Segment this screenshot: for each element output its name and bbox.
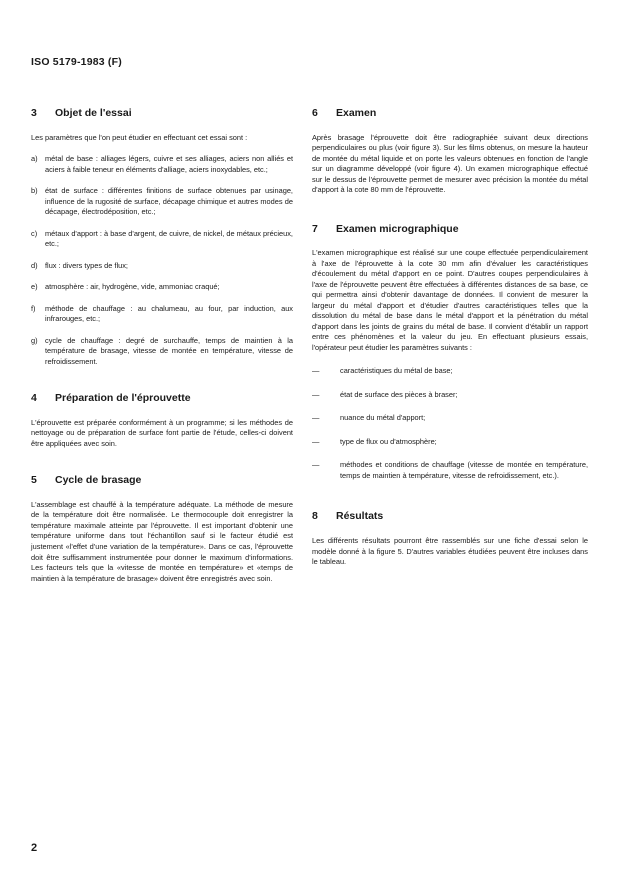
section-5-heading: Cycle de brasage: [55, 474, 142, 487]
section-6-body: Après brasage l'éprouvette doit être radiographiée suivant deux directions perpendiculaires ou plus (voir figure 3). Sur les films obtenus, on mesure la hauteur de montée du métal liquide et on porte les valeurs obtenues en fonction de l'angle sur un diagramme développé (voir figure 4). Un examen micrographique effectué sur le dessus de l'éprouvette permet de mesurer avec précision la montée du métal d'apport à la cote 80 mm de l'éprouvette.: [312, 132, 588, 195]
list-item-text: nuance du métal d'apport;: [340, 413, 426, 423]
section-5-title: [31, 475, 293, 487]
section-8-title: [312, 511, 588, 523]
section-7-heading: Examen micrographique: [336, 222, 459, 235]
list-item-label: d): [31, 260, 38, 270]
section-3-number: 3: [31, 107, 37, 119]
list-item-label: f): [31, 303, 36, 313]
section-4-heading: Préparation de l'éprouvette: [55, 392, 191, 405]
list-item: [31, 282, 293, 293]
list-item-text: méthode de chauffage : au chalumeau, au four, par induction, aux infrarouges, etc.;: [45, 303, 293, 324]
list-item: [312, 366, 588, 377]
list-item: [31, 186, 293, 218]
list-item-dash: —: [312, 413, 320, 423]
section-6-number: 6: [312, 107, 318, 119]
section-3-title: [31, 108, 293, 120]
section-3-intro: Les paramètres que l'on peut étudier en effectuant cet essai sont :: [31, 132, 248, 142]
list-item-text: flux : divers types de flux;: [45, 260, 128, 270]
section-5-number: 5: [31, 474, 37, 487]
list-item-label: c): [31, 228, 38, 238]
section-6-title: [312, 108, 588, 120]
list-item-text: métal de base : alliages légers, cuivre et ses alliages, aciers non alliés et aciers à faible teneur en éléments d'alliage, aciers inoxydables, etc.;: [45, 154, 293, 174]
list-item: [31, 336, 293, 368]
list-item-label: a): [31, 154, 38, 164]
section-3-heading: Objet de l'essai: [55, 107, 132, 119]
section-4-number: 4: [31, 392, 37, 405]
list-item: [312, 437, 588, 448]
page-number: 2: [31, 842, 38, 854]
list-item-text: état de surface des pièces à braser;: [340, 389, 458, 399]
section-7: [312, 224, 588, 482]
list-item-dash: —: [312, 389, 320, 399]
section-8-number: 8: [312, 510, 318, 523]
section-4: [31, 393, 293, 449]
list-item: [312, 460, 588, 481]
list-item-text: type de flux ou d'atmosphère;: [340, 436, 437, 446]
section-5-body: L'assemblage est chauffé à la température adéquate. La méthode de mesure de la température doit être normalisée. Le thermocouple doit enregistrer la température maximale atteinte par l'éprouvette. Il est important d'obtenir une température uniforme dans tout l'échantillon sauf si le facteur étudié est justement «l'effet d'une variation de la température». Dans ce cas, l'éprouvette doit être suffisamment instrumentée pour donner le maximum d'informations. Les facteurs tels que la «vitesse de montée en température» et «temps de maintien à la température de brasage» doivent être enregistrés avec soin.: [31, 499, 293, 583]
list-item: [312, 390, 588, 401]
list-item-dash: —: [312, 436, 320, 446]
list-item: [31, 304, 293, 325]
section-6: [312, 108, 588, 196]
list-item-text: atmosphère : air, hydrogène, vide, ammoniac craqué;: [45, 282, 220, 292]
list-item: [31, 261, 293, 272]
left-column: [31, 108, 293, 584]
section-5: [31, 475, 293, 584]
list-item-label: b): [31, 186, 38, 196]
list-item-label: e): [31, 282, 38, 292]
list-item-dash: —: [312, 460, 320, 470]
list-item-text: cycle de chauffage : degré de surchauffe, temps de maintien à la température de brasage, vitesse de montée en température, vitesse de refroidissement.: [45, 335, 293, 366]
section-8-heading: Résultats: [336, 510, 384, 523]
list-item-text: état de surface : différentes finitions de surface obtenues par usinage, influence de la rugosité de surface, décapage chimique et autres modes de décapage, électrodéposition, etc.;: [45, 186, 293, 217]
right-column: [312, 108, 588, 568]
list-item-text: méthodes et conditions de chauffage (vitesse de montée en température, temps de maintien à température, vitesse de refroidissement, etc.).: [340, 460, 588, 480]
list-item-text: caractéristiques du métal de base;: [340, 366, 453, 376]
list-item: [312, 413, 588, 424]
list-item: [31, 154, 293, 175]
section-7-number: 7: [312, 222, 318, 235]
section-7-body: L'examen micrographique est réalisé sur une coupe effectuée perpendiculairement à l'axe de l'éprouvette à la cote 30 mm afin d'évaluer les caractéristiques d'écoulement du métal d'apport en ce point. D'autres coupes perpendiculaires à l'axe de l'éprouvette peuvent être effectuées à différentes distances de sa base, ce qui permettra ainsi d'obtenir davantage de données. Il convient de mesurer la largeur du métal d'apport et d'étudier d'autres caractéristiques telles que la dissolution du métal de base dans le métal d'apport et la pénétration du métal d'apport dans les joints de grains du métal de base. Il convient d'établir un rapport entre ces phénomènes et la valeur du jeu. En effectuant plusieurs essais, l'opérateur peut étudier les paramètres suivants :: [312, 248, 588, 352]
document-header: ISO 5179-1983 (F): [31, 56, 122, 68]
list-item-text: métaux d'apport : à base d'argent, de cuivre, de nickel, de métaux précieux, etc.;: [45, 228, 293, 249]
list-item-label: g): [31, 335, 38, 345]
section-7-title: [312, 224, 588, 236]
section-4-body: L'éprouvette est préparée conformément à un programme; si les méthodes de nettoyage ou de préparation de surface font partie de l'étude, celles-ci doivent être appliquées avec soin.: [31, 417, 293, 448]
list-item-dash: —: [312, 366, 320, 376]
section-3: [31, 108, 293, 367]
section-8: [312, 511, 588, 567]
list-item: [31, 229, 293, 250]
section-8-body: Les différents résultats pourront être rassemblés sur une fiche d'essai selon le modèle donné à la figure 5. D'autres variables étudiées peuvent être incluses dans le tableau.: [312, 535, 588, 567]
section-4-title: [31, 393, 293, 405]
section-6-heading: Examen: [336, 107, 377, 119]
